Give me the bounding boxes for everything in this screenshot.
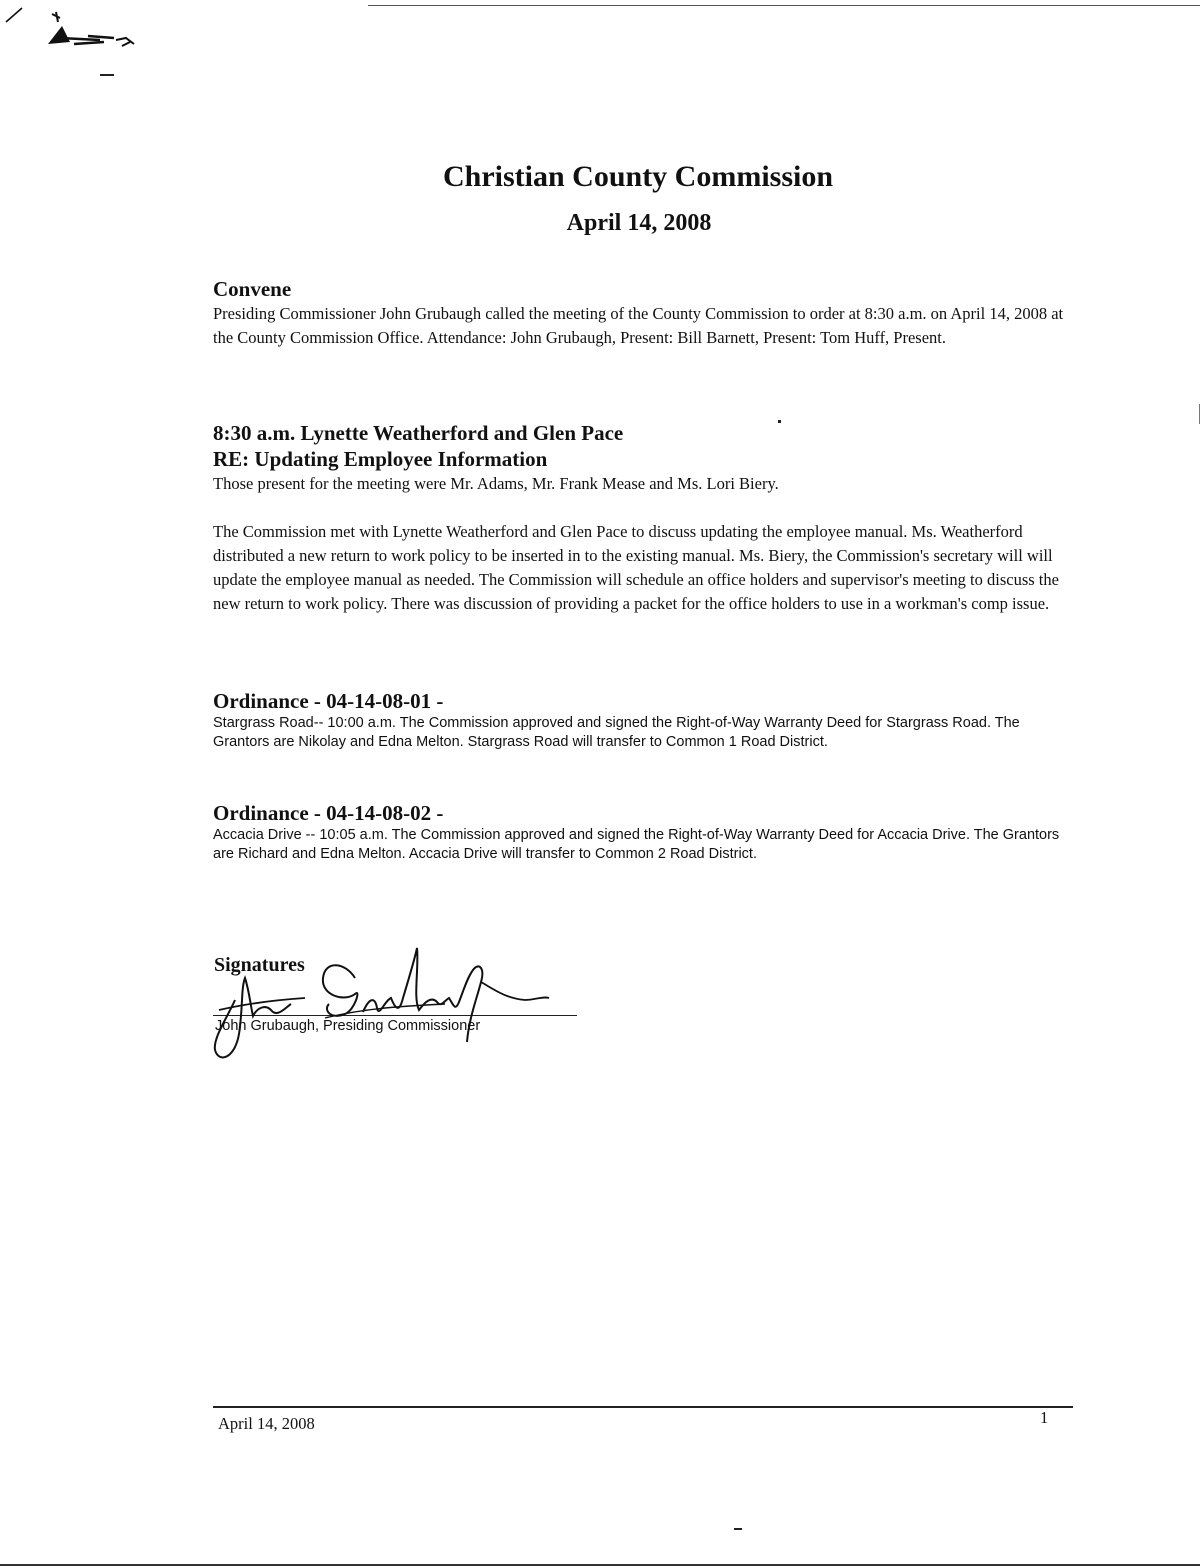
document-title: Christian County Commission (442, 160, 834, 193)
scan-edge-top (368, 5, 1200, 6)
scan-artifact-icon (4, 2, 144, 82)
convene-text: Presiding Commissioner John Grubaugh called the meeting of the County Commission to order at 8:30 a.m. on April 14, 2008 at the County Commission Office. Attendance: John Grubaugh, Present: Bill Barnett, Present: Tom Huff, Present. (213, 304, 1064, 347)
meeting-subject: RE: Updating Employee Information (213, 447, 548, 471)
ordinance-section (213, 688, 1073, 752)
meeting-discussion: The Commission met with Lynette Weatherford and Glen Pace to discuss updating the employee manual. Ms. Weatherford distributed a new return to work policy to be inserted in to the existing manual. Ms. Biery, the Commission's secretary will will update the employee manual as needed. The Commission will schedule an office holders and supervisor's meeting to discuss the new return to work policy. There was discussion of providing a packet for the office holders to use in a workman's comp issue. (213, 522, 1059, 613)
page-number: 1 (1040, 1408, 1049, 1427)
signatures-heading: Signatures (214, 954, 305, 976)
meeting-heading: 8:30 a.m. Lynette Weatherford and Glen Pace (213, 421, 624, 445)
meeting-attendees: Those present for the meeting were Mr. Adams, Mr. Frank Mease and Ms. Lori Biery. (213, 474, 779, 493)
convene-section (213, 276, 1073, 350)
scan-speck (734, 1528, 742, 1530)
ordinance-heading: Ordinance - 04-14-08-02 - (213, 801, 444, 825)
handwritten-signature-icon (205, 938, 585, 1068)
signer-name: John Grubaugh, Presiding Commissioner (215, 1018, 481, 1034)
scan-edge-bottom (0, 1564, 1200, 1566)
document-date: April 14, 2008 (566, 210, 712, 236)
ordinance-section (213, 800, 1073, 864)
footer-date: April 14, 2008 (218, 1414, 315, 1433)
meeting-section (213, 420, 1073, 616)
ordinance-text: Accacia Drive -- 10:05 a.m. The Commission approved and signed the Right-of-Way Warranty Deed for Accacia Drive. The Grantors are Richard and Edna Melton. Accacia Drive will transfer to Common 2 Road District. (213, 827, 1060, 862)
footer-rule (213, 1406, 1073, 1408)
ordinance-text: Stargrass Road-- 10:00 a.m. The Commission approved and signed the Right-of-Way Warranty Deed for Stargrass Road. The Grantors are Nikolay and Edna Melton. Stargrass Road will transfer to Common 1 Road District. (213, 715, 1020, 750)
convene-heading: Convene (213, 277, 292, 301)
ordinance-heading: Ordinance - 04-14-08-01 - (213, 689, 444, 713)
